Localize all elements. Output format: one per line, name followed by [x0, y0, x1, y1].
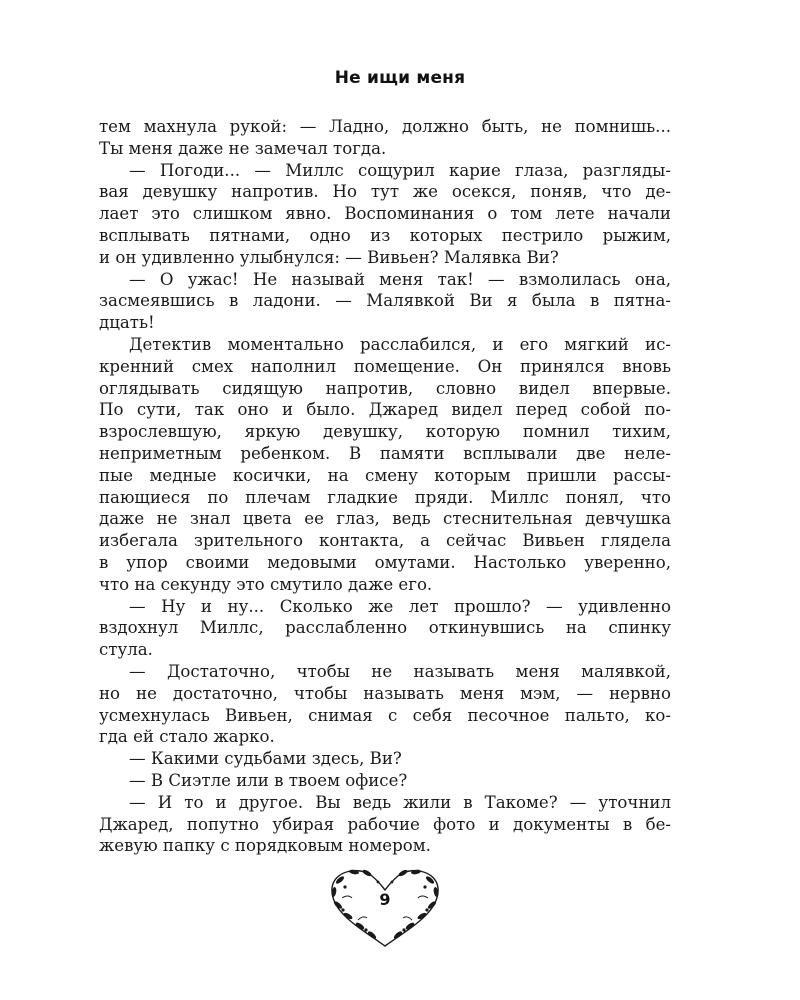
text-line: — В Сиэтле или в твоем офисе? [129, 770, 408, 790]
text-line: По сути, так оно и было. Джаред видел перед собой по- [99, 400, 671, 420]
text-line: тем махнула рукой: — Ладно, должно быть, не помнишь... [99, 117, 671, 136]
text-line: дцать! [99, 313, 155, 333]
text-line: — Ну и ну... Сколько же лет прошло? — удивленно [129, 596, 671, 616]
text-line: засмеявшись в ладони. — Малявкой Ви я была в пятна- [99, 291, 671, 311]
page-number: 9 [379, 890, 391, 909]
text-line: — О ужас! Не называй меня так! — взмолилась она, [129, 269, 671, 289]
text-line: но не достаточно, чтобы называть меня мэм, — нервно [99, 683, 671, 703]
text-line: — Погоди... — Миллс сощурил карие глаза, разгляды- [129, 160, 671, 180]
text-line: взрослевшую, яркую девушку, которую помнил тихим, [99, 422, 671, 442]
text-line: пые медные косички, на смену которым пришли рассы- [99, 465, 671, 485]
text-line: неприметным ребенком. В памяти всплывали две неле- [99, 443, 671, 463]
text-line: — Какими судьбами здесь, Ви? [129, 749, 402, 769]
text-line: всплывать пятнами, одно из которых пестрило рыжим, [99, 225, 671, 245]
text-line: жевую папку с порядковым номером. [99, 836, 431, 856]
text-line: — Достаточно, чтобы не называть меня малявкой, [129, 661, 671, 681]
text-line: Ты меня даже не замечал тогда. [99, 138, 387, 158]
text-line: оглядывать сидящую напротив, словно видел впервые. [99, 378, 671, 398]
text-line: кренний смех наполнил помещение. Он принялся вновь [99, 356, 671, 376]
text-line: — И то и другое. Вы ведь жили в Такоме? — уточнил [129, 792, 671, 812]
running-title: Не ищи меня [334, 68, 466, 88]
text-line: в упор своими медовыми омутами. Настолько уверенно, [99, 552, 671, 572]
text-line: вздохнул Миллс, расслабленно откинувшись на спинку [99, 618, 671, 638]
body-text [99, 116, 671, 857]
text-line: стула. [99, 640, 153, 660]
text-line: что на секунду это смутило даже его. [99, 574, 433, 594]
text-line: избегала зрительного контакта, а сейчас Вивьен глядела [99, 531, 671, 551]
heart-wreath-ornament [320, 862, 450, 952]
text-line: Детектив моментально расслабился, и его мягкий ис- [129, 334, 671, 354]
text-line: лает это слишком явно. Воспоминания о том лете начали [99, 204, 671, 224]
text-line: и он удивленно улыбнулся: — Вивьен? Малявка Ви? [99, 247, 559, 267]
text-line: гда ей стало жарко. [99, 727, 275, 747]
text-line: Джаред, попутно убирая рабочие фото и документы в бе- [99, 814, 671, 834]
text-line: вая девушку напротив. Но тут же осекся, поняв, что де- [99, 182, 671, 202]
text-line: даже не знал цвета ее глаз, ведь стеснительная девчушка [99, 509, 671, 529]
text-line: усмехнулась Вивьен, снимая с себя песочное пальто, ко- [99, 705, 671, 725]
text-line: пающиеся по плечам гладкие пряди. Миллс понял, что [99, 487, 671, 507]
